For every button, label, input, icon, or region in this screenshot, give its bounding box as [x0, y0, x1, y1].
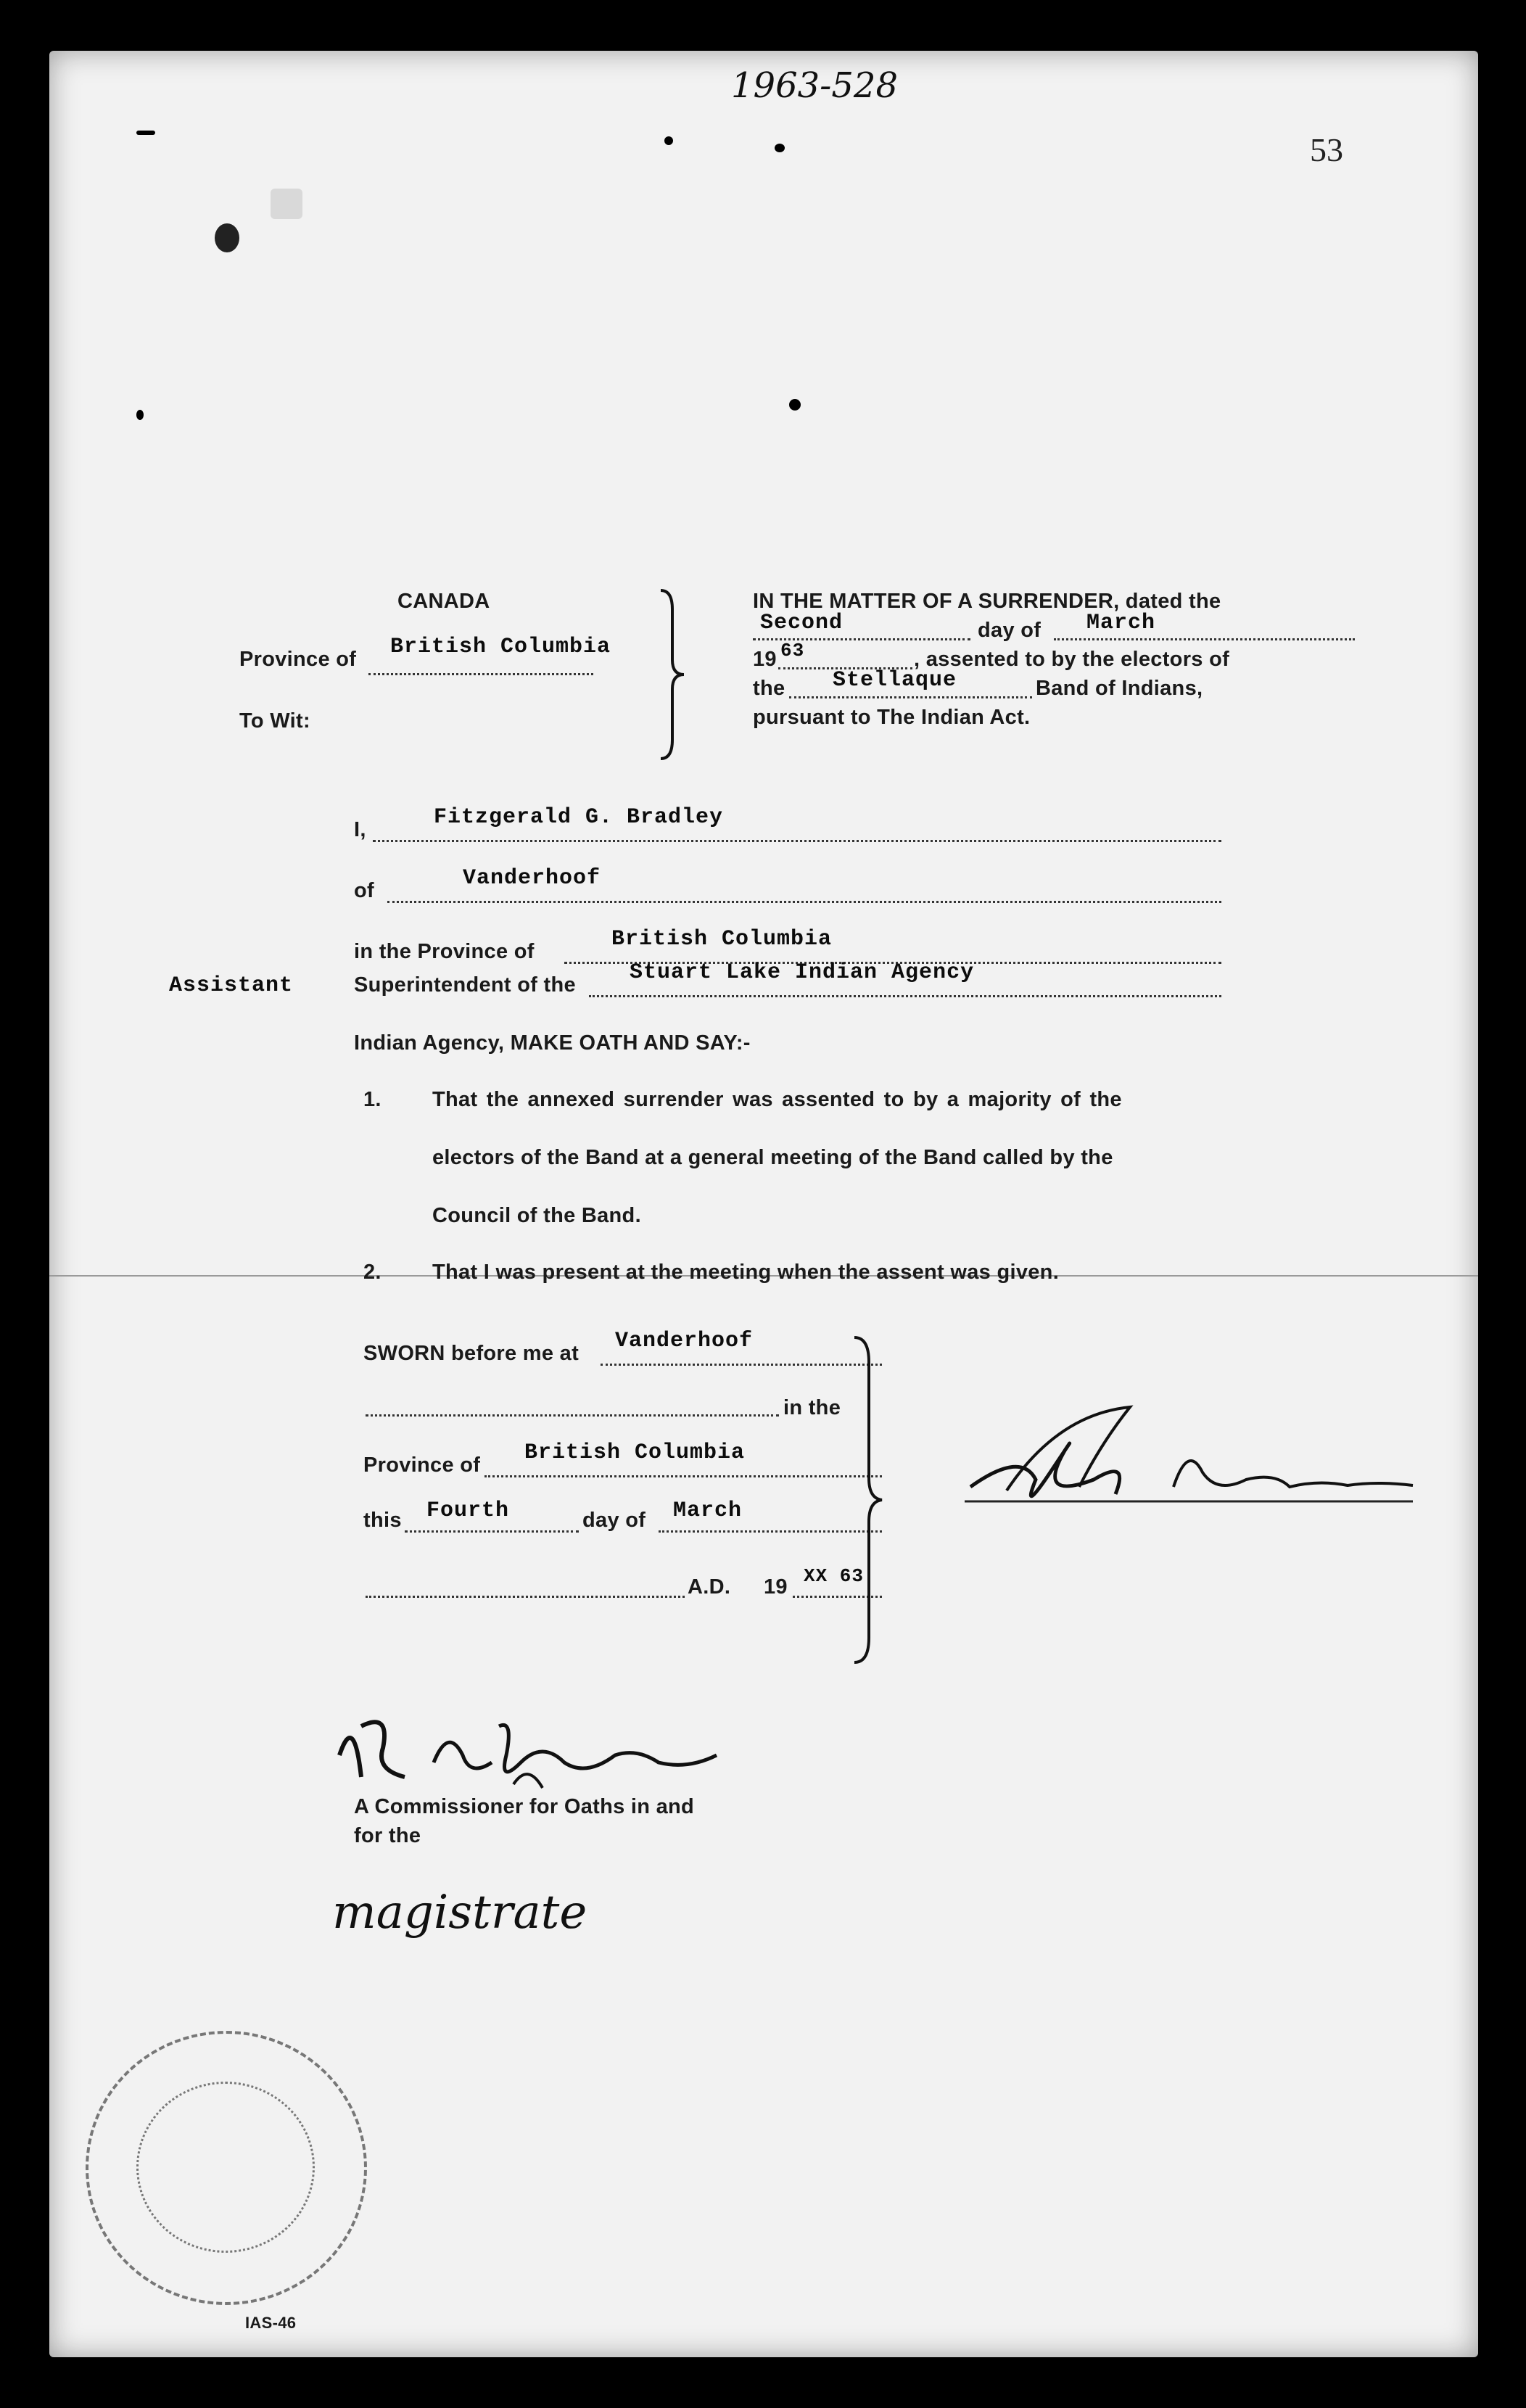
oath-margin-note: Assistant: [169, 973, 294, 998]
speck: [789, 399, 801, 411]
punch-hole: [215, 223, 239, 252]
commissioner-signature: [325, 1697, 731, 1806]
jurat-province-value: British Columbia: [524, 1440, 746, 1465]
commissioner-line1: A Commissioner for Oaths in and: [354, 1795, 695, 1818]
matter-month-value: March: [1086, 611, 1156, 635]
jurat-year-value: XX 63: [804, 1565, 865, 1587]
jurat-province-line: [484, 1475, 882, 1477]
oath-item2-text: That I was present at the meeting when the assent was given.: [432, 1261, 1060, 1284]
matter-line1: IN THE MATTER OF A SURRENDER, dated the: [753, 590, 1221, 613]
commissioner-line2: for the: [354, 1824, 421, 1847]
matter-year-prefix: 19: [753, 648, 777, 671]
matter-year-value: 63: [780, 640, 805, 661]
venue-province-value: British Columbia: [390, 635, 611, 659]
oath-agency-suffix: Indian Agency, MAKE OATH AND SAY:-: [354, 1031, 751, 1055]
oath-agency-value: Stuart Lake Indian Agency: [630, 960, 975, 985]
speck: [664, 136, 673, 145]
oath-item1-line1: That the annexed surrender was assented to by a majority of the: [432, 1088, 1122, 1111]
oath-item1-line3: Council of the Band.: [432, 1204, 641, 1227]
jurat-ad-label: A.D.: [688, 1575, 731, 1599]
commissioner-handwritten: magistrate: [332, 1886, 587, 1939]
jurat-ad-line: [366, 1596, 685, 1598]
matter-month-line: [1054, 638, 1355, 640]
oath-item2-num: 2.: [363, 1261, 382, 1284]
venue-brace: [655, 587, 691, 762]
file-number: 1963-528: [731, 65, 898, 106]
matter-band-value: Stellaque: [833, 668, 957, 693]
jurat-sworn-label: SWORN before me at: [363, 1342, 580, 1365]
oath-name-value: Fitzgerald G. Bradley: [434, 805, 724, 830]
oath-province-value: British Columbia: [611, 927, 833, 952]
oath-item1-line2: electors of the Band at a general meeting of the Band called by the: [432, 1146, 1113, 1169]
matter-band-label: Band of Indians,: [1036, 677, 1203, 700]
jurat-province-label: Province of: [363, 1454, 481, 1477]
form-code: IAS-46: [245, 2314, 297, 2332]
oath-superintendent-label: Superintendent of the: [354, 973, 576, 997]
jurat-in-the: in the: [783, 1396, 841, 1419]
venue-province-line: [368, 673, 593, 675]
oath-i-label: I,: [354, 818, 366, 841]
jurat-this-label: this: [363, 1509, 402, 1532]
deponent-signature: [912, 1400, 1420, 1545]
matter-day-label: day of: [978, 619, 1042, 642]
matter-band-line: [789, 696, 1032, 698]
oath-place-line: [387, 901, 1221, 903]
speck: [136, 131, 155, 135]
jurat-day-value: Fourth: [426, 1498, 510, 1523]
jurat-brace: [847, 1333, 891, 1667]
page-number: 53: [1310, 131, 1343, 168]
oath-item1-num: 1.: [363, 1088, 382, 1111]
oath-of-label: of: [354, 879, 374, 902]
matter-the-label: the: [753, 677, 785, 700]
oath-name-line: [373, 840, 1221, 842]
venue-to-wit: To Wit:: [239, 709, 310, 733]
venue-country: CANADA: [397, 590, 490, 613]
jurat-year-prefix: 19: [764, 1575, 788, 1599]
jurat-month-value: March: [673, 1498, 743, 1523]
jurat-sworn-place: Vanderhoof: [615, 1329, 754, 1353]
oath-place-value: Vanderhoof: [463, 866, 601, 891]
jurat-sworn-line: [601, 1364, 882, 1366]
oath-province-label: in the Province of: [354, 940, 535, 963]
paper-blemish: [271, 189, 302, 219]
official-seal-inner: [136, 2082, 315, 2253]
speck: [136, 410, 144, 420]
document-page: [49, 51, 1478, 2357]
oath-agency-line: [589, 995, 1221, 997]
jurat-day-label: day of: [582, 1509, 646, 1532]
matter-assent-text: , assented to by the electors of: [914, 648, 1230, 671]
jurat-day-line: [405, 1530, 579, 1533]
venue-province-label: Province of: [239, 648, 357, 671]
matter-act-text: pursuant to The Indian Act.: [753, 706, 1031, 729]
matter-day-value: Second: [760, 611, 844, 635]
speck: [775, 144, 785, 152]
jurat-blank-line: [366, 1414, 779, 1417]
